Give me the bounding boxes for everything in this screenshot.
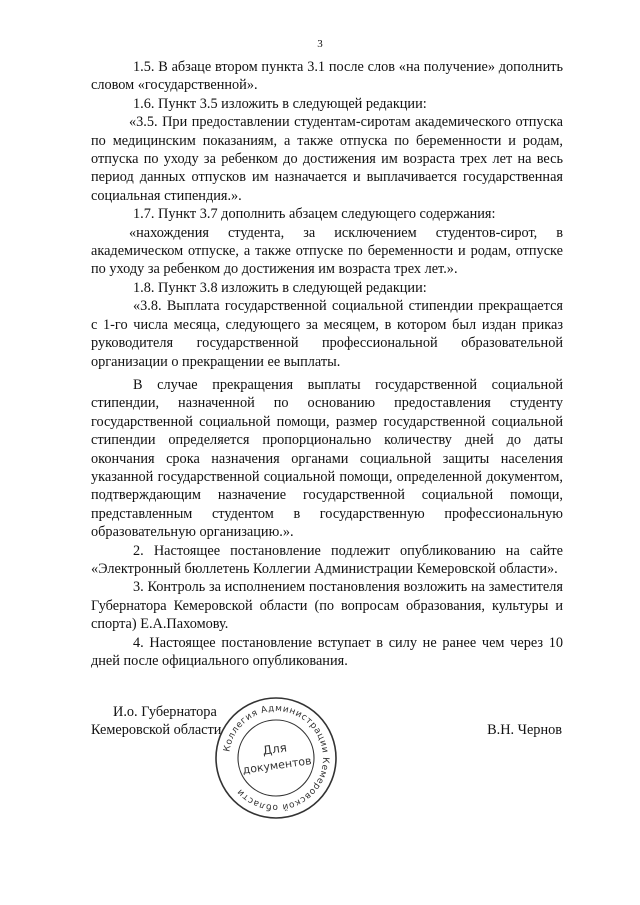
paragraph-1-6: 1.6. Пункт 3.5 изложить в следующей редакции: bbox=[133, 95, 427, 112]
seal-ring-text: Коллегия Администрации Кемеровской области bbox=[222, 703, 331, 813]
signatory-title-line-2: Кемеровской области bbox=[91, 722, 222, 739]
document-body bbox=[91, 58, 563, 670]
paragraph-1-8: 1.8. Пункт 3.8 изложить в следующей редакции: bbox=[133, 279, 427, 296]
paragraph-3: 3. Контроль за исполнением постановления возложить на заместителя Губернатора Кемеровской области (по вопросам образования, культуры и спорта) Е.А.Пахомову. bbox=[91, 579, 563, 633]
signatory-title-line-1: И.о. Губернатора bbox=[113, 704, 217, 720]
paragraph-3-5-text: «3.5. При предоставлении студентам-сиротам академического отпуска по медицинским показаниям, а также отпуска по беременности и родам, отпуска по уходу за ребенком до достижения им возраста трех лет на весь период данных отпусков им назначается и выплачивается государственная социальная стипендия.». bbox=[91, 114, 563, 204]
paragraph-3-8-text: «3.8. Выплата государственной социальной стипендии прекращается с 1-го числа месяца, следующего за месяцем, в котором был издан приказ руководителя государственной профессиональной образовательной организации о прекращении ее выплаты. bbox=[91, 298, 563, 370]
official-seal bbox=[213, 695, 339, 821]
paragraph-4: 4. Настоящее постановление вступает в силу не ранее чем через 10 дней после официального опубликования. bbox=[91, 634, 563, 669]
paragraph-1-7: 1.7. Пункт 3.7 дополнить абзацем следующего содержания: bbox=[133, 206, 496, 223]
seal-outer-ring bbox=[216, 698, 336, 818]
signatory-title bbox=[91, 703, 221, 740]
paragraph-2: 2. Настоящее постановление подлежит опубликованию на сайте «Электронный бюллетень Коллегии Администрации Кемеровской области». bbox=[91, 542, 563, 577]
paragraph-1-5: 1.5. В абзаце втором пункта 3.1 после слов «на получение» дополнить словом «государственной». bbox=[91, 59, 563, 94]
paragraph-3-8-continuation: В случае прекращения выплаты государственной социальной стипендии, назначенной по основанию предоставления студенту государственной социальной помощи, размер государственной социальной стипендии определяется пропорционально количеству дней до даты окончания срока назначения органами социальной защиты населения указанной государственной социальной помощи, определенной документом, подтверждающим назначение государственной социальной помощи, представленным студентом в государственную профессиональную образовательную организацию.». bbox=[91, 376, 563, 541]
seal-center-line-1: Для bbox=[261, 740, 288, 758]
paragraph-3-7-text: «нахождения студента, за исключением студентов-сирот, в академическом отпуске, а также отпуске по беременности и родам, отпуске по уходу за ребенком до достижения им возраста трех лет.». bbox=[91, 224, 563, 278]
seal-center-line-2: документов bbox=[241, 754, 313, 777]
signer-name: В.Н. Чернов bbox=[487, 722, 562, 738]
page-number: 3 bbox=[317, 38, 323, 50]
